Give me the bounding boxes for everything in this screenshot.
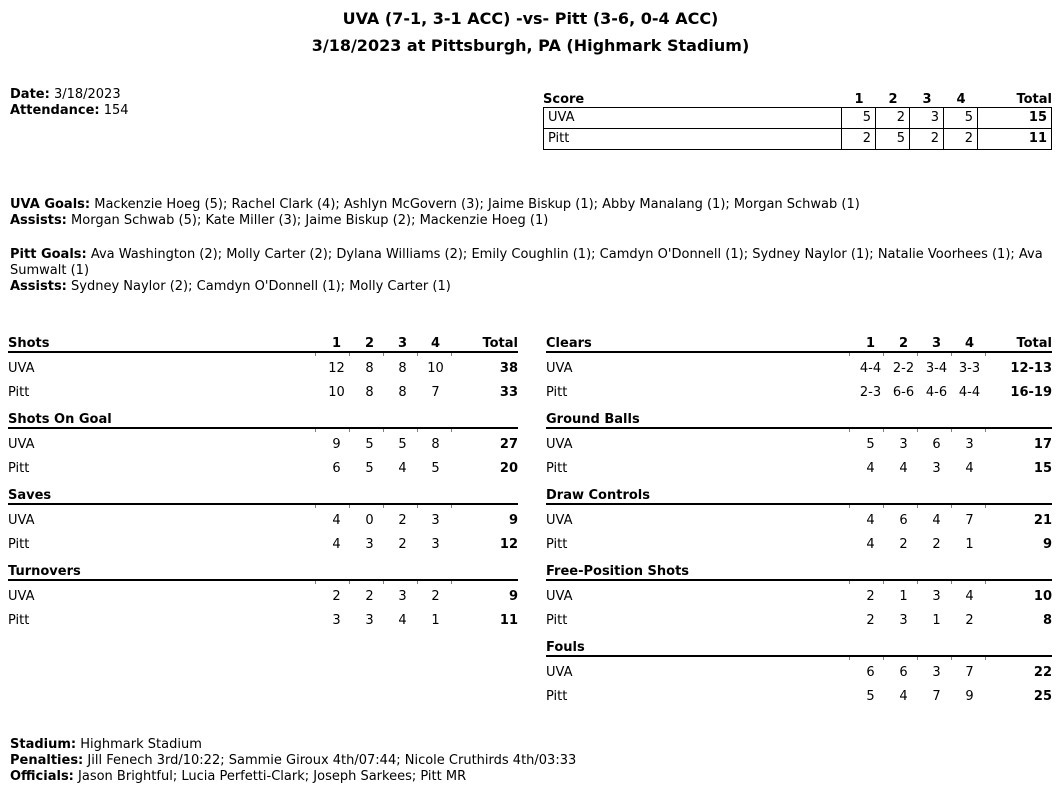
- stats-section-ground-balls: [546, 406, 1052, 481]
- column-tick: [451, 353, 518, 356]
- quarter-value: 5: [866, 689, 875, 704]
- stats-section-header: [8, 482, 518, 505]
- total-value: 9: [508, 589, 518, 604]
- column-tick: [383, 581, 417, 584]
- uva-assists-label: Assists:: [10, 213, 67, 228]
- stats-section-shots-on-goal: [8, 406, 518, 481]
- stats-row-pitt: [8, 457, 518, 481]
- total-value: 33: [499, 385, 518, 400]
- stats-col-header-q4: 4: [964, 336, 975, 351]
- team-name: UVA: [546, 361, 573, 376]
- column-tick: [383, 353, 417, 356]
- quarter-score: 5: [841, 108, 875, 128]
- stats-row-uva: [546, 357, 1052, 381]
- column-tick: [917, 657, 951, 660]
- team-name: Pitt: [8, 461, 30, 476]
- pitt-scoring-summary: [10, 247, 1053, 295]
- column-tick: [849, 657, 883, 660]
- game-title: [0, 5, 1061, 59]
- quarter-value: 8: [398, 385, 407, 400]
- score-col-q2: 2: [888, 92, 898, 107]
- quarter-value: 3-4: [925, 361, 948, 376]
- quarter-value: 2-2: [892, 361, 915, 376]
- score-table: [543, 87, 1052, 150]
- total-value: 11: [499, 613, 518, 628]
- column-tick: [349, 353, 383, 356]
- quarter-value: 1: [899, 589, 908, 604]
- column-tick: [849, 429, 883, 432]
- quarter-value: 6: [932, 437, 941, 452]
- quarter-value: 8: [398, 361, 407, 376]
- column-tick: [883, 429, 917, 432]
- column-tick: [917, 581, 951, 584]
- team-name: UVA: [546, 589, 573, 604]
- quarter-score: 2: [909, 129, 943, 149]
- column-tick: [985, 505, 1052, 508]
- team-name: UVA: [8, 361, 35, 376]
- stats-row-pitt: [546, 533, 1052, 557]
- stats-row-uva: [546, 509, 1052, 533]
- stadium-line: [10, 737, 576, 753]
- uva-goals-label: UVA Goals:: [10, 197, 91, 212]
- stats-col-header-q1: 1: [331, 336, 342, 351]
- stats-section-saves: [8, 482, 518, 557]
- score-col-q4: 4: [956, 92, 966, 107]
- stats-section-header: [8, 330, 518, 353]
- column-tick: [985, 581, 1052, 584]
- quarter-value: 8: [431, 437, 440, 452]
- stats-section-header: [8, 406, 518, 429]
- quarter-score: 2: [875, 108, 909, 128]
- team-name: Pitt: [546, 537, 568, 552]
- officials-value: Jason Brightful; Lucia Perfetti-Clark; Joseph Sarkees; Pitt MR: [78, 769, 467, 784]
- pitt-goals-line: [10, 247, 1053, 279]
- stats-section-shots: [8, 330, 518, 405]
- quarter-score: 3: [909, 108, 943, 128]
- quarter-value: 4: [899, 461, 908, 476]
- column-tick: [315, 353, 349, 356]
- date-label: Date:: [10, 87, 50, 102]
- column-tick: [451, 505, 518, 508]
- total-value: 22: [1033, 665, 1052, 680]
- column-tick: [951, 657, 985, 660]
- stats-section-header: [546, 482, 1052, 505]
- stadium-label: Stadium:: [10, 737, 77, 752]
- stats-section-draw-controls: [546, 482, 1052, 557]
- stats-row-pitt: [546, 609, 1052, 633]
- quarter-value: 4: [332, 513, 341, 528]
- quarter-value: 1: [431, 613, 440, 628]
- stats-row-pitt: [8, 533, 518, 557]
- quarter-score: 5: [875, 129, 909, 149]
- stats-section-clears: [546, 330, 1052, 405]
- quarter-value: 6: [899, 513, 908, 528]
- uva-assists-text: Morgan Schwab (5); Kate Miller (3); Jaime Biskup (2); Mackenzie Hoeg (1): [71, 213, 549, 228]
- quarter-value: 3: [365, 537, 374, 552]
- column-tick: [883, 657, 917, 660]
- stats-row-uva: [8, 357, 518, 381]
- score-col-q3: 3: [922, 92, 932, 107]
- column-tick: [985, 429, 1052, 432]
- column-tick: [451, 429, 518, 432]
- quarter-value: 8: [365, 385, 374, 400]
- date-value: 3/18/2023: [53, 87, 121, 102]
- column-tick: [315, 581, 349, 584]
- column-tick: [417, 505, 451, 508]
- stats-section-title: Ground Balls: [546, 412, 640, 427]
- stats-col-header-q2: 2: [364, 336, 375, 351]
- score-row-pitt: [543, 128, 1052, 150]
- quarter-value: 3: [965, 437, 974, 452]
- quarter-value: 3: [365, 613, 374, 628]
- quarter-value: 6: [866, 665, 875, 680]
- quarter-value: 7: [431, 385, 440, 400]
- quarter-value: 2: [398, 537, 407, 552]
- pitt-goals-label: Pitt Goals:: [10, 247, 87, 262]
- stats-col-header-total: Total: [482, 336, 518, 351]
- quarter-value: 5: [431, 461, 440, 476]
- stats-col-header-q2: 2: [898, 336, 909, 351]
- quarter-value: 6: [332, 461, 341, 476]
- quarter-score: 2: [841, 129, 875, 149]
- stats-section-free-position-shots: [546, 558, 1052, 633]
- stats-col-header-q1: 1: [865, 336, 876, 351]
- quarter-value: 3: [932, 589, 941, 604]
- uva-assists-line: [10, 213, 1053, 229]
- stats-section-title: Draw Controls: [546, 488, 650, 503]
- pitt-goals-text: Ava Washington (2); Molly Carter (2); Dylana Williams (2); Emily Coughlin (1); Camdyn O'Donnell (1); Sydney Naylor (1); Natalie Voorhees (1); Ava Sumwalt (1): [10, 247, 1043, 278]
- stats-section-title: Clears: [546, 336, 592, 351]
- stats-section-title: Fouls: [546, 640, 585, 655]
- total-value: 17: [1033, 437, 1052, 452]
- stats-section-title: Shots On Goal: [8, 412, 112, 427]
- quarter-value: 3: [932, 461, 941, 476]
- stats-section-title: Saves: [8, 488, 52, 503]
- quarter-value: 4: [866, 537, 875, 552]
- stats-row-pitt: [546, 457, 1052, 481]
- stats-section-header: [546, 330, 1052, 353]
- uva-goals-text: Mackenzie Hoeg (5); Rachel Clark (4); Ashlyn McGovern (3); Jaime Biskup (1); Abby Manalang (1); Morgan Schwab (1): [94, 197, 860, 212]
- score-table-header: [543, 87, 1052, 107]
- total-value: 27: [499, 437, 518, 452]
- quarter-value: 4-6: [925, 385, 948, 400]
- quarter-value: 4: [866, 461, 875, 476]
- stats-row-pitt: [546, 381, 1052, 405]
- quarter-value: 2: [899, 537, 908, 552]
- quarter-value: 4: [965, 461, 974, 476]
- stats-section-turnovers: [8, 558, 518, 633]
- team-name: Pitt: [8, 537, 30, 552]
- team-name: UVA: [548, 110, 575, 125]
- total-value: 15: [1033, 461, 1052, 476]
- quarter-value: 4: [899, 689, 908, 704]
- officials-label: Officials:: [10, 769, 74, 784]
- total-score: 15: [977, 108, 1051, 128]
- stats-row-uva: [546, 433, 1052, 457]
- quarter-value: 1: [932, 613, 941, 628]
- quarter-value: 12: [328, 361, 345, 376]
- total-value: 38: [499, 361, 518, 376]
- column-tick: [883, 353, 917, 356]
- quarter-value: 3: [899, 613, 908, 628]
- attendance-line: [10, 103, 129, 119]
- stadium-value: Highmark Stadium: [80, 737, 202, 752]
- quarter-value: 4-4: [958, 385, 981, 400]
- stats-left-column: [8, 330, 518, 634]
- stats-row-pitt: [546, 685, 1052, 709]
- total-value: 16-19: [1010, 385, 1052, 400]
- game-meta: [10, 87, 129, 119]
- column-tick: [417, 429, 451, 432]
- column-tick: [951, 429, 985, 432]
- column-tick: [349, 505, 383, 508]
- penalties-line: [10, 753, 576, 769]
- quarter-value: 2: [365, 589, 374, 604]
- team-name: UVA: [546, 665, 573, 680]
- team-name: Pitt: [548, 131, 570, 146]
- quarter-value: 5: [398, 437, 407, 452]
- quarter-value: 3: [899, 437, 908, 452]
- game-title-line2: 3/18/2023 at Pittsburgh, PA (Highmark Stadium): [311, 36, 750, 55]
- total-value: 25: [1033, 689, 1052, 704]
- uva-scoring-summary: [10, 197, 1053, 229]
- quarter-score: 5: [943, 108, 977, 128]
- column-tick: [985, 657, 1052, 660]
- score-row-uva: [543, 107, 1052, 129]
- column-tick: [883, 581, 917, 584]
- column-tick: [383, 429, 417, 432]
- score-col-total: Total: [1016, 92, 1052, 107]
- column-tick: [451, 581, 518, 584]
- penalties-value: Jill Fenech 3rd/10:22; Sammie Giroux 4th/07:44; Nicole Cruthirds 4th/03:33: [87, 753, 577, 768]
- quarter-value: 5: [866, 437, 875, 452]
- stats-col-header-q3: 3: [397, 336, 408, 351]
- quarter-value: 2: [332, 589, 341, 604]
- quarter-value: 8: [365, 361, 374, 376]
- score-col-q1: 1: [854, 92, 864, 107]
- column-tick: [951, 505, 985, 508]
- column-tick: [883, 505, 917, 508]
- total-score: 11: [977, 129, 1051, 149]
- team-name: Pitt: [546, 461, 568, 476]
- quarter-value: 5: [365, 437, 374, 452]
- game-title-line1: UVA (7-1, 3-1 ACC) -vs- Pitt (3-6, 0-4 ACC): [342, 9, 719, 28]
- team-name: Pitt: [546, 689, 568, 704]
- quarter-value: 7: [932, 689, 941, 704]
- penalties-label: Penalties:: [10, 753, 84, 768]
- total-value: 12-13: [1010, 361, 1052, 376]
- quarter-value: 3: [431, 513, 440, 528]
- stats-section-title: Shots: [8, 336, 50, 351]
- quarter-value: 3: [332, 613, 341, 628]
- quarter-value: 1: [965, 537, 974, 552]
- quarter-value: 4: [332, 537, 341, 552]
- attendance-label: Attendance:: [10, 103, 100, 118]
- quarter-value: 3: [398, 589, 407, 604]
- stats-row-pitt: [8, 381, 518, 405]
- team-name: UVA: [8, 589, 35, 604]
- stats-section-header: [546, 634, 1052, 657]
- attendance-value: 154: [103, 103, 129, 118]
- team-name: Pitt: [8, 385, 30, 400]
- pitt-assists-text: Sydney Naylor (2); Camdyn O'Donnell (1); Molly Carter (1): [71, 279, 451, 294]
- team-name: Pitt: [8, 613, 30, 628]
- stats-row-uva: [8, 585, 518, 609]
- column-tick: [917, 429, 951, 432]
- stats-col-header-q3: 3: [931, 336, 942, 351]
- team-name: UVA: [8, 513, 35, 528]
- team-name: Pitt: [546, 385, 568, 400]
- total-value: 10: [1033, 589, 1052, 604]
- column-tick: [349, 429, 383, 432]
- stats-section-fouls: [546, 634, 1052, 709]
- column-tick: [985, 353, 1052, 356]
- stats-section-title: Turnovers: [8, 564, 81, 579]
- score-table-title: Score: [543, 92, 585, 107]
- column-tick: [917, 505, 951, 508]
- quarter-value: 2: [431, 589, 440, 604]
- total-value: 9: [508, 513, 518, 528]
- column-tick: [417, 581, 451, 584]
- stats-section-header: [8, 558, 518, 581]
- stats-row-uva: [546, 585, 1052, 609]
- stats-right-column: [546, 330, 1052, 710]
- quarter-value: 2: [866, 613, 875, 628]
- quarter-value: 9: [332, 437, 341, 452]
- column-tick: [951, 353, 985, 356]
- team-name: UVA: [546, 513, 573, 528]
- quarter-value: 2: [398, 513, 407, 528]
- column-tick: [315, 429, 349, 432]
- total-value: 12: [499, 537, 518, 552]
- column-tick: [849, 505, 883, 508]
- column-tick: [315, 505, 349, 508]
- quarter-value: 0: [365, 513, 374, 528]
- stats-col-header-q4: 4: [430, 336, 441, 351]
- quarter-value: 4: [398, 613, 407, 628]
- quarter-value: 10: [427, 361, 444, 376]
- stats-col-header-total: Total: [1016, 336, 1052, 351]
- quarter-value: 2-3: [859, 385, 882, 400]
- stats-row-uva: [8, 433, 518, 457]
- quarter-value: 5: [365, 461, 374, 476]
- stats-row-uva: [546, 661, 1052, 685]
- quarter-value: 2: [932, 537, 941, 552]
- team-name: UVA: [546, 437, 573, 452]
- date-line: [10, 87, 129, 103]
- total-value: 21: [1033, 513, 1052, 528]
- column-tick: [349, 581, 383, 584]
- quarter-value: 2: [965, 613, 974, 628]
- total-value: 9: [1042, 537, 1052, 552]
- column-tick: [383, 505, 417, 508]
- column-tick: [849, 581, 883, 584]
- team-name: UVA: [8, 437, 35, 452]
- total-value: 20: [499, 461, 518, 476]
- quarter-value: 3-3: [958, 361, 981, 376]
- stats-section-header: [546, 558, 1052, 581]
- quarter-value: 4: [932, 513, 941, 528]
- quarter-value: 4: [398, 461, 407, 476]
- quarter-value: 3: [431, 537, 440, 552]
- officials-line: [10, 769, 576, 785]
- stats-row-uva: [8, 509, 518, 533]
- stats-section-header: [546, 406, 1052, 429]
- quarter-value: 2: [866, 589, 875, 604]
- column-tick: [849, 353, 883, 356]
- column-tick: [417, 353, 451, 356]
- uva-goals-line: [10, 197, 1053, 213]
- team-name: Pitt: [546, 613, 568, 628]
- stats-section-title: Free-Position Shots: [546, 564, 690, 579]
- quarter-value: 4: [866, 513, 875, 528]
- pitt-assists-line: [10, 279, 1053, 295]
- quarter-value: 6-6: [892, 385, 915, 400]
- quarter-value: 7: [965, 513, 974, 528]
- quarter-score: 2: [943, 129, 977, 149]
- quarter-value: 9: [965, 689, 974, 704]
- game-footer: [10, 737, 576, 785]
- quarter-value: 4: [965, 589, 974, 604]
- pitt-assists-label: Assists:: [10, 279, 67, 294]
- quarter-value: 7: [965, 665, 974, 680]
- stats-row-pitt: [8, 609, 518, 633]
- quarter-value: 4-4: [859, 361, 882, 376]
- quarter-value: 6: [899, 665, 908, 680]
- column-tick: [917, 353, 951, 356]
- quarter-value: 3: [932, 665, 941, 680]
- quarter-value: 10: [328, 385, 345, 400]
- column-tick: [951, 581, 985, 584]
- total-value: 8: [1042, 613, 1052, 628]
